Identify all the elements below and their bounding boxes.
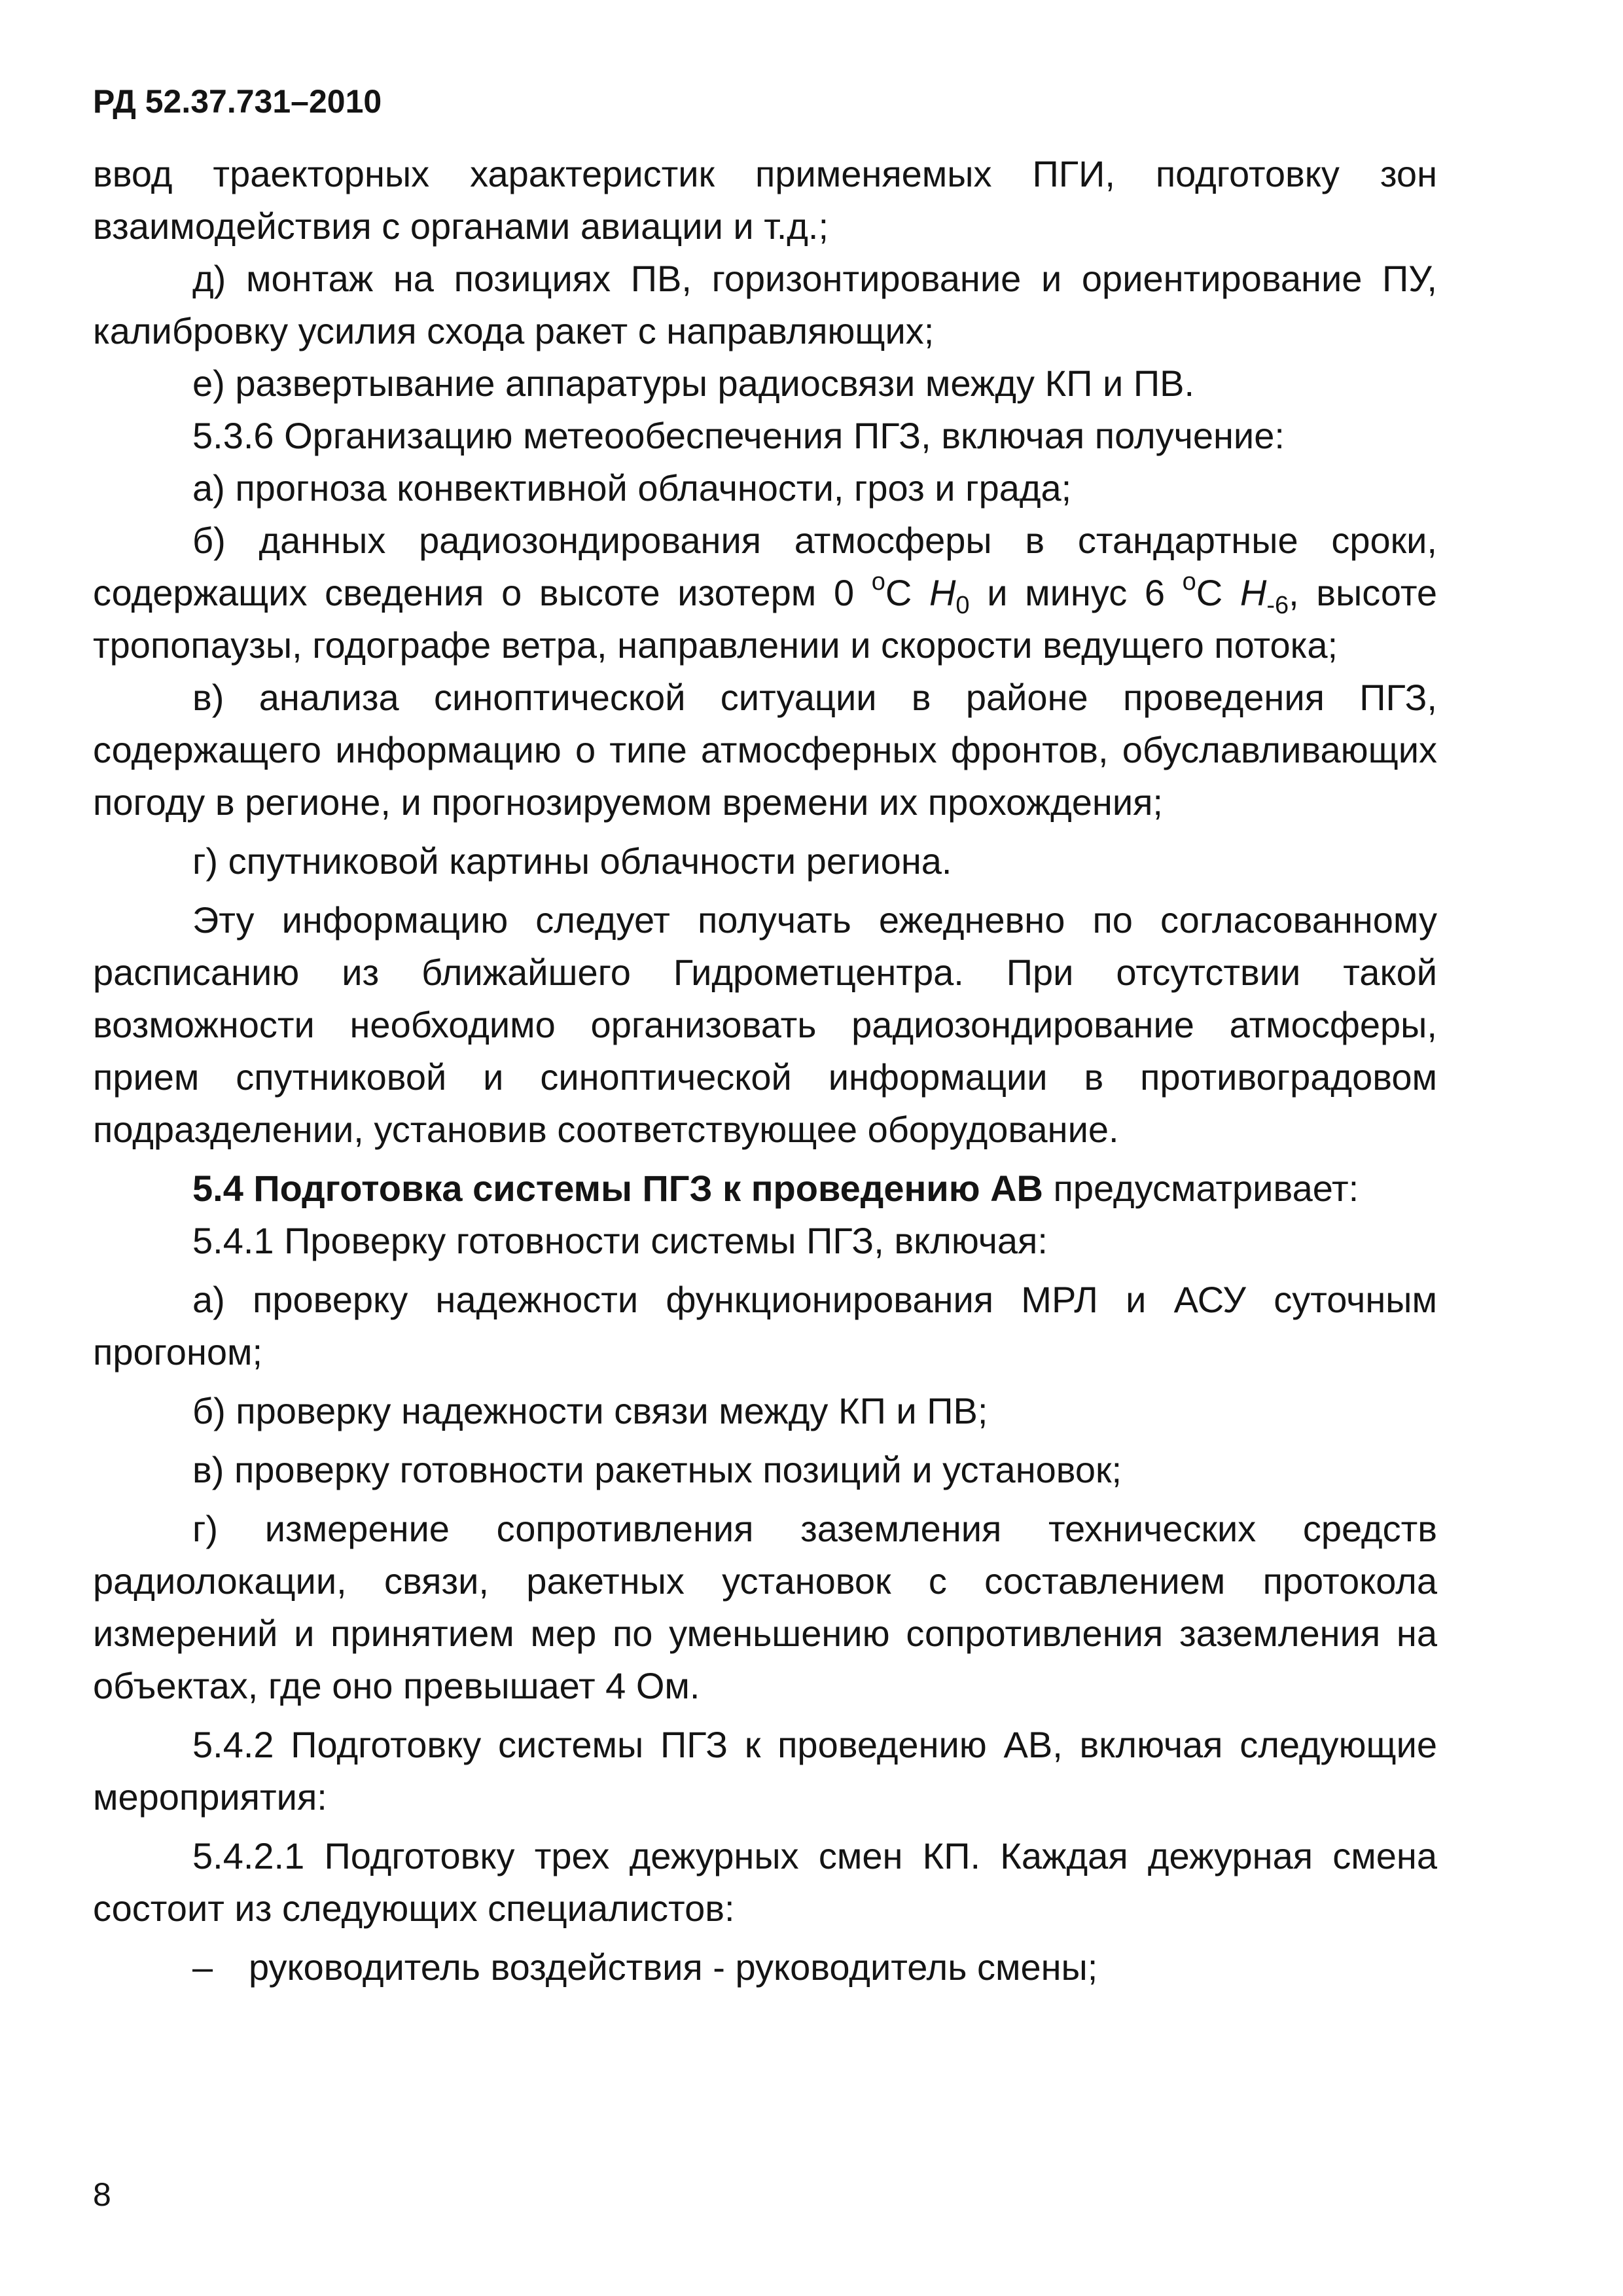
list-item-dash	[93, 1941, 1437, 1994]
clause-5-4-1: 5.4.1 Проверку готовности системы ПГЗ, включая:	[192, 1220, 1048, 1261]
list-item-a: а) проверку надежности функционирования МРЛ и АСУ суточным прогоном;	[93, 1279, 1437, 1372]
list-item-g: г) спутниковой картины облачности региона.	[192, 840, 952, 882]
list-item-v: в) проверку готовности ракетных позиций и установок;	[192, 1449, 1122, 1490]
list-item-d: д) монтаж на позициях ПВ, горизонтирование и ориентирование ПУ, калибровку усилия схода ракет с направляющих;	[93, 258, 1437, 351]
clause-5-4-2: 5.4.2 Подготовку системы ПГЗ к проведению АВ, включая следующие мероприятия:	[93, 1724, 1437, 1818]
list-item-v: в) анализа синоптической ситуации в районе проведения ПГЗ, содержащего информацию о типе атмосферных фронтов, обуславливающих погоду в регионе, и прогнозируемом времени их прохождения;	[93, 677, 1437, 823]
document-code-header: РД 52.37.731–2010	[93, 83, 382, 120]
list-item-text: руководитель воздействия - руководитель смены;	[249, 1946, 1098, 1988]
page-number: 8	[93, 2176, 111, 2213]
list-item-e: е) развертывание аппаратуры радиосвязи между КП и ПВ.	[192, 363, 1195, 404]
list-item-a: а) прогноза конвективной облачности, гроз и града;	[192, 467, 1072, 509]
paragraph: ввод траекторных характеристик применяемых ПГИ, подготовку зон взаимодействия с органами авиации и т.д.;	[93, 153, 1437, 247]
clause-5-4-2-1: 5.4.2.1 Подготовку трех дежурных смен КП. Каждая дежурная смена состоит из следующих специалистов:	[93, 1835, 1437, 1929]
paragraph: Эту информацию следует получать ежедневно по согласованному расписанию из ближайшего Гидрометцентра. При отсутствии такой возможности необходимо организовать радиозондирование атмосферы, прием спутниковой и синоптической информации в противоградовом подразделении, установив соответствующее оборудование.	[93, 899, 1437, 1150]
clause-5-3-6: 5.3.6 Организацию метеообеспечения ПГЗ, включая получение:	[192, 415, 1285, 456]
section-5-4-heading: 5.4 Подготовка системы ПГЗ к проведению АВ предусматривает:	[192, 1168, 1359, 1209]
list-item-g: г) измерение сопротивления заземления технических средств радиолокации, связи, ракетных установок с составлением протокола измерений и принятием мер по уменьшению сопротивления заземления на объектах, где оно превышает 4 Ом.	[93, 1508, 1437, 1706]
body-text	[93, 148, 1437, 1994]
dash-bullet: –	[192, 1946, 213, 1988]
list-item-b: б) проверку надежности связи между КП и ПВ;	[192, 1390, 988, 1431]
section-title: 5.4 Подготовка системы ПГЗ к проведению АВ	[192, 1168, 1043, 1209]
list-item-b: б) данных радиозондирования атмосферы в стандартные сроки, содержащих сведения о высоте изотерм 0 $^о$С $H_0$ и минус 6 $^о$С $H_{-6}$, высоте тропопаузы, годографе ветра, направлении и скорости ведущего потока;	[93, 520, 1438, 666]
